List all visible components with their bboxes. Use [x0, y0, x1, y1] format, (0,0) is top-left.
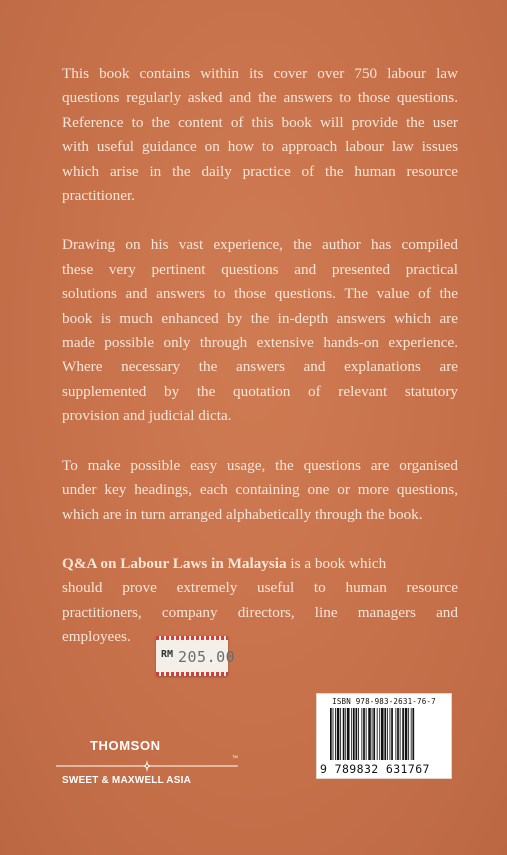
barcode-bar	[337, 708, 340, 760]
barcode-bar	[345, 708, 346, 760]
barcode-bar	[373, 708, 375, 760]
blurb-line	[62, 552, 458, 576]
barcode-bar	[353, 708, 355, 760]
blurb-line: should prove extremely useful to human resource	[62, 579, 458, 597]
publisher-logo	[56, 735, 256, 795]
blurb-line: Where necessary the answers and explanations are	[62, 358, 458, 376]
price-sticker	[156, 636, 236, 676]
barcode-bar	[366, 708, 367, 760]
barcode-bar	[397, 708, 399, 760]
blurb-paragraph-4	[62, 552, 458, 650]
compass-star-icon	[56, 760, 238, 772]
blurb-paragraph-1	[62, 62, 458, 208]
blurb-line: To make possible easy usage, the questions are organised	[62, 456, 458, 474]
barcode-bar	[372, 708, 373, 760]
sticker-stripe	[156, 636, 228, 640]
barcode-bar	[405, 708, 408, 760]
barcode-bar	[356, 708, 358, 760]
blurb-line: which arise in the daily practice of the human resource	[62, 162, 458, 180]
publisher-brand: THOMSON	[90, 738, 161, 753]
isbn-text: ISBN 978-983-2631-76-7	[332, 697, 436, 706]
blurb-line: under key headings, each containing one or more questions,	[62, 481, 458, 499]
barcode-bar	[411, 708, 412, 760]
barcode-bar	[391, 708, 393, 760]
barcode-bar	[363, 708, 365, 760]
publisher-imprint: SWEET & MAXWELL ASIA	[62, 775, 191, 786]
barcode-bar	[335, 708, 336, 760]
blurb-line: with useful guidance on how to approach labour law issues	[62, 138, 458, 156]
price-amount: 205.00	[178, 648, 236, 666]
barcode-bar	[361, 708, 362, 760]
barcode-digits: 9 789832 631767	[320, 762, 430, 776]
blurb-line: Reference to the content of this book will provide the user	[62, 113, 458, 131]
barcode-bar	[381, 708, 384, 760]
barcode-bar	[333, 708, 334, 760]
barcode-bar	[330, 708, 332, 760]
blurb-line: questions regularly asked and the answers to those questions.	[62, 89, 458, 107]
barcode-bar	[347, 708, 350, 760]
barcode-bar	[358, 708, 359, 760]
blurb-line: Drawing on his vast experience, the author has compiled	[62, 236, 458, 254]
barcode-bar	[390, 708, 391, 760]
blurb-line: provision and judicial dicta.	[62, 407, 232, 425]
blurb-paragraph-2	[62, 233, 458, 428]
barcode-bar	[343, 708, 345, 760]
blurb-line: these very pertinent questions and presented practical	[62, 260, 458, 278]
barcode-bar	[379, 708, 380, 760]
book-title: Q&A on Labour Laws in Malaysia	[62, 554, 287, 572]
barcode-bars	[330, 708, 442, 760]
price-currency: RM	[161, 649, 174, 660]
barcode-bar	[400, 708, 401, 760]
blurb-line-rest: is a book which	[286, 554, 387, 572]
barcode-bar	[408, 708, 409, 760]
back-cover-blurb	[62, 62, 458, 650]
blurb-line: employees.	[62, 628, 131, 646]
barcode-bar	[412, 708, 414, 760]
trademark-mark: TM	[232, 754, 238, 759]
blurb-line: made possible only through extensive hands-on experience.	[62, 334, 458, 352]
barcode-bar	[340, 708, 341, 760]
barcode-bar	[368, 708, 371, 760]
blurb-line: solutions and answers to those questions. The value of the	[62, 285, 458, 303]
isbn-barcode	[316, 693, 452, 779]
barcode-bar	[395, 708, 396, 760]
barcode-bar	[351, 708, 352, 760]
barcode-bar	[384, 708, 386, 760]
blurb-line: supplemented by the quotation of relevant statutory	[62, 382, 458, 400]
blurb-paragraph-3	[62, 454, 458, 527]
blurb-line: book is much enhanced by the in-depth answers which are	[62, 309, 458, 327]
barcode-bar	[377, 708, 378, 760]
blurb-line: which are in turn arranged alphabetically through the book.	[62, 505, 423, 523]
blurb-line: This book contains within its cover over 750 labour law	[62, 65, 458, 82]
sticker-stripe	[156, 672, 228, 676]
barcode-bar	[402, 708, 404, 760]
blurb-line: practitioners, company directors, line managers and	[62, 603, 458, 621]
blurb-line: practitioner.	[62, 187, 135, 205]
barcode-bar	[387, 708, 388, 760]
